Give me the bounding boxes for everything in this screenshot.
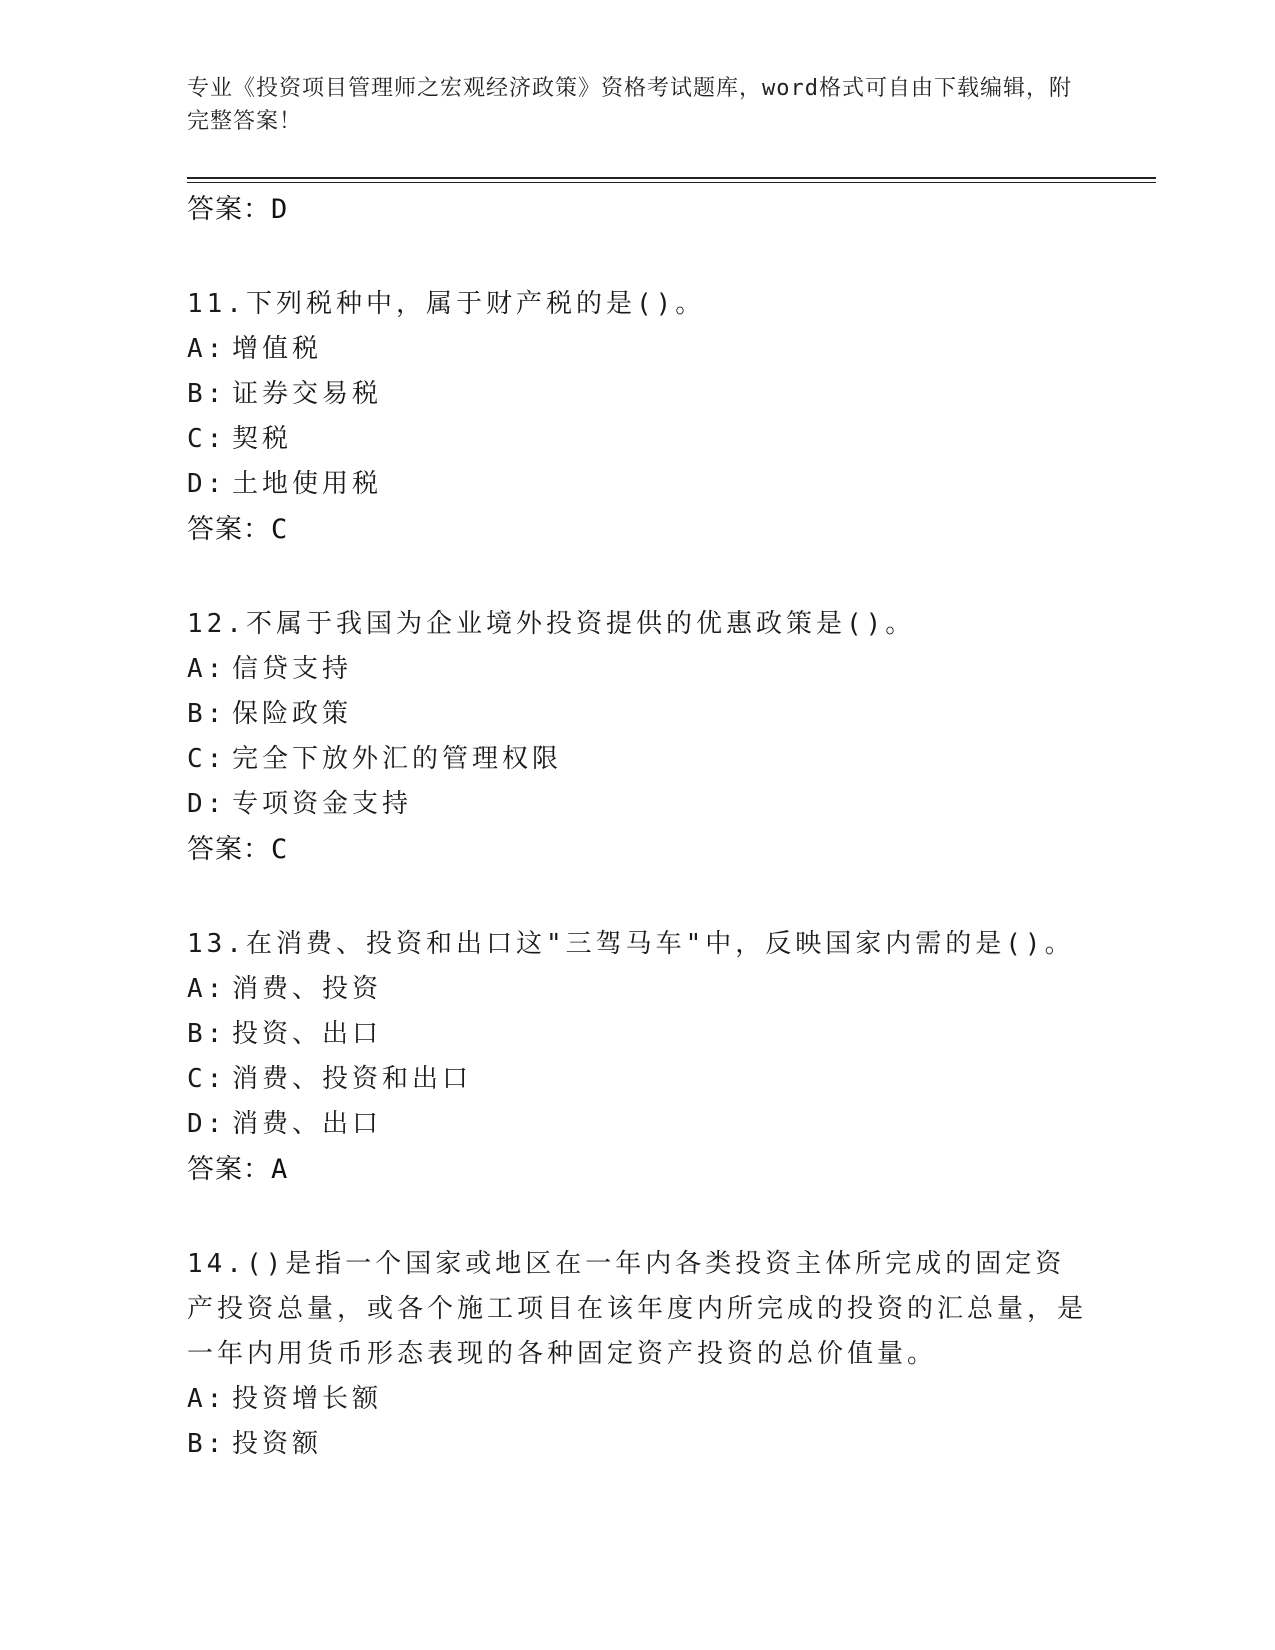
option-row [187, 782, 1087, 827]
answer-value: A [271, 1154, 289, 1185]
option-row [187, 647, 1087, 692]
option-letter: A: [187, 974, 227, 1004]
option-letter: A: [187, 334, 227, 364]
question-stem: 13.在消费、投资和出口这"三驾马车"中，反映国家内需的是()。 [187, 929, 1075, 959]
option-row [187, 462, 1087, 507]
option-letter: B: [187, 1019, 227, 1049]
option-letter: D: [187, 469, 227, 499]
answer-label: 答案： [187, 194, 271, 225]
answer-label: 答案： [187, 1154, 271, 1185]
answer-line [187, 1147, 1087, 1192]
answer-line [187, 827, 1087, 872]
option-letter: B: [187, 1429, 227, 1459]
question-spacer [187, 552, 1087, 602]
document-header: 专业《投资项目管理师之宏观经济政策》资格考试题库，word格式可自由下载编辑，附完整答案！ [187, 76, 1072, 134]
option-row [187, 1012, 1087, 1057]
option-letter: C: [187, 424, 227, 454]
option-row [187, 1057, 1087, 1102]
option-text: 投资额 [232, 1429, 323, 1459]
option-letter: C: [187, 1064, 227, 1094]
question-stem: 12.不属于我国为企业境外投资提供的优惠政策是()。 [187, 609, 916, 639]
option-letter: D: [187, 1109, 227, 1139]
question-spacer [187, 872, 1087, 922]
option-text: 信贷支持 [232, 654, 353, 684]
option-letter: A: [187, 1384, 227, 1414]
option-row [187, 417, 1087, 462]
option-letter: D: [187, 789, 227, 819]
answer-label: 答案： [187, 514, 271, 545]
header-divider-thin [187, 182, 1156, 183]
option-text: 证券交易税 [232, 379, 383, 409]
answer-line [187, 507, 1087, 552]
question-stem: 11.下列税种中，属于财产税的是()。 [187, 289, 706, 319]
option-row [187, 1102, 1087, 1147]
option-row [187, 1377, 1087, 1422]
option-text: 增值税 [232, 334, 323, 364]
option-text: 契税 [232, 424, 293, 454]
question-stem: 14.()是指一个国家或地区在一年内各类投资主体所完成的固定资产投资总量，或各个施工项目在该年度内所完成的投资的汇总量，是一年内用货币形态表现的各种固定资产投资的总价值量。 [187, 1249, 1088, 1369]
answer-label: 答案： [187, 834, 271, 865]
questions-container [187, 232, 1087, 1467]
option-text: 土地使用税 [232, 469, 383, 499]
option-row [187, 967, 1087, 1012]
option-letter: B: [187, 699, 227, 729]
option-text: 投资、出口 [232, 1019, 383, 1049]
option-row [187, 1422, 1087, 1467]
question-list [187, 187, 1087, 1467]
header-divider [187, 177, 1156, 179]
option-text: 消费、出口 [232, 1109, 383, 1139]
option-letter: A: [187, 654, 227, 684]
question-spacer [187, 1192, 1087, 1242]
option-text: 消费、投资 [232, 974, 383, 1004]
answer-value: D [271, 194, 289, 225]
option-row [187, 327, 1087, 372]
answer-value: C [271, 514, 289, 545]
option-text: 投资增长额 [232, 1384, 383, 1414]
option-letter: B: [187, 379, 227, 409]
option-row [187, 692, 1087, 737]
option-letter: C: [187, 744, 227, 774]
option-text: 保险政策 [232, 699, 353, 729]
option-row [187, 737, 1087, 782]
question-spacer [187, 232, 1087, 282]
answer-line [187, 187, 1087, 232]
option-text: 专项资金支持 [232, 789, 413, 819]
answer-value: C [271, 834, 289, 865]
option-row [187, 372, 1087, 417]
option-text: 消费、投资和出口 [232, 1064, 473, 1094]
option-text: 完全下放外汇的管理权限 [232, 744, 563, 774]
